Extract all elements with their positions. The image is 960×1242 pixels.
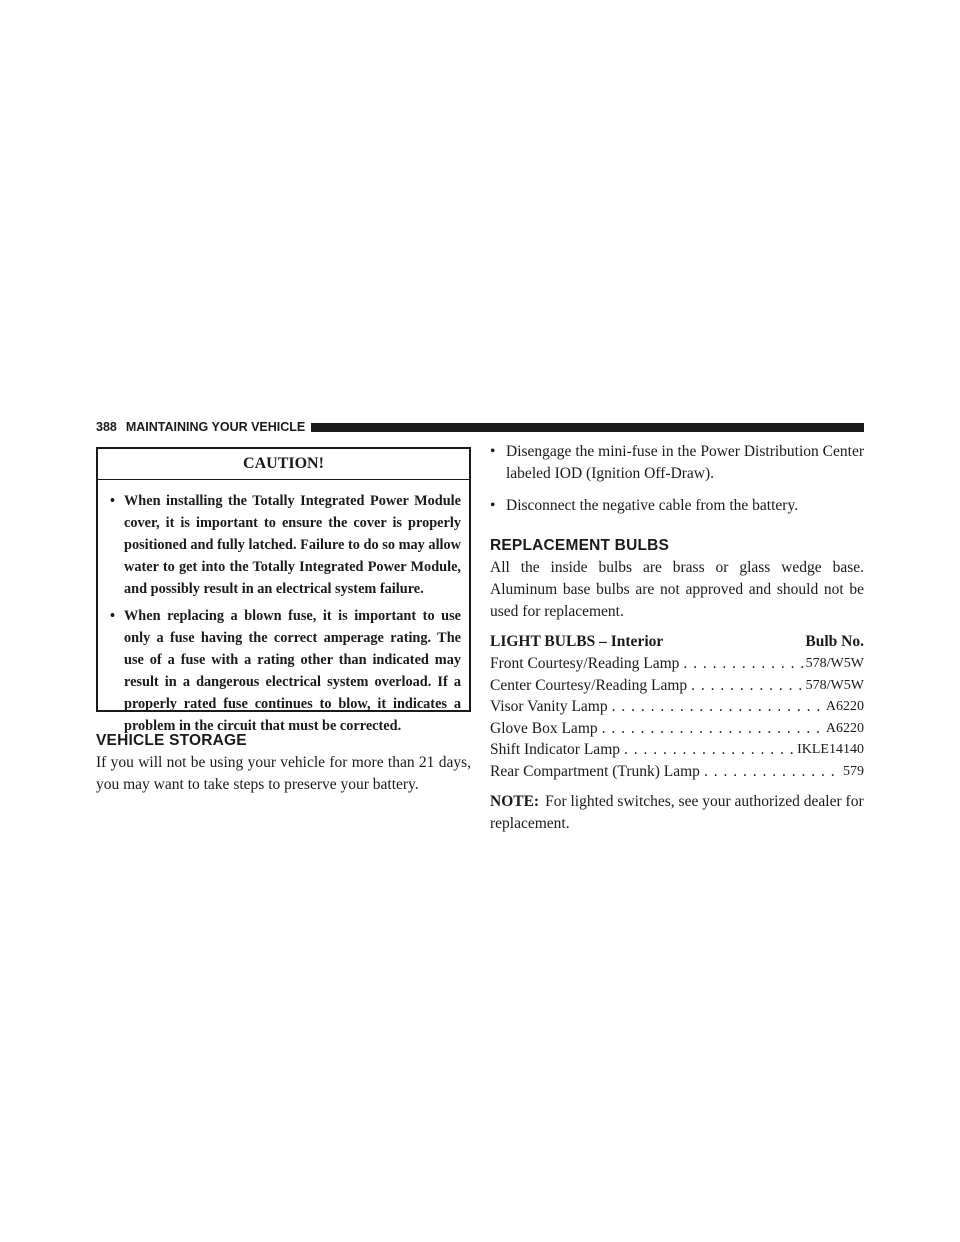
- table-row: [490, 739, 864, 761]
- caution-list: [98, 480, 469, 737]
- bulb-name: Front Courtesy/Reading Lamp: [490, 655, 680, 672]
- table-row: [490, 761, 864, 783]
- page-header: [96, 419, 864, 435]
- vehicle-storage-text: If you will not be using your vehicle for more than 21 days, you may want to take steps to preserve your battery.: [96, 754, 471, 793]
- bullet-icon: •: [110, 608, 116, 624]
- caution-item: • When replacing a blown fuse, it is important to use only a fuse having the correct amperage rating. The use of a fuse with a rating other than indicated may result in a dangerous electrical system overload. If a properly rated fuse continues to blow, it indicates a problem in the circuit that must be corrected.: [110, 605, 461, 737]
- note-text: For lighted switches, see your authorized dealer for replacement.: [490, 792, 864, 832]
- note-paragraph: [490, 791, 864, 835]
- bulb-name: Glove Box Lamp: [490, 719, 598, 737]
- right-column: [490, 441, 864, 835]
- bulb-name: Center Courtesy/Reading Lamp: [490, 676, 688, 694]
- bulb-number: A6220: [825, 720, 864, 736]
- table-row: [490, 696, 864, 718]
- storage-step-item: • Disconnect the negative cable from the battery.: [490, 495, 864, 517]
- bulb-table-heading-right: Bulb No.: [805, 633, 864, 650]
- bulb-name: Visor Vanity Lamp: [490, 698, 608, 716]
- caution-item: • When installing the Totally Integrated Power Module cover, it is important to ensure the cover is properly positioned and fully latched. Failure to do so may allow water to get into the Totally Integrated Power Module, and possibly result in an electrical system failure.: [110, 490, 461, 600]
- bulb-number: IKLE14140: [797, 742, 864, 758]
- dot-leader: [608, 696, 824, 718]
- dot-leader: [700, 761, 841, 783]
- table-row: [490, 718, 864, 740]
- bulb-number: 578/W5W: [805, 656, 864, 671]
- bulb-table-header: [490, 631, 864, 653]
- bullet-icon: •: [110, 493, 116, 509]
- bulb-number: A6220: [825, 699, 864, 715]
- caution-title: CAUTION!: [98, 449, 469, 480]
- left-column: [96, 447, 471, 796]
- bulb-name: Rear Compartment (Trunk) Lamp: [490, 762, 700, 780]
- note-label: NOTE:: [490, 792, 540, 810]
- bulb-number: 579: [843, 763, 864, 779]
- vehicle-storage-heading: VEHICLE STORAGE: [96, 732, 247, 749]
- storage-steps-list: [490, 441, 864, 517]
- page-number: 388: [96, 420, 117, 434]
- dot-leader: [687, 675, 804, 697]
- storage-step-item: • Disengage the mini-fuse in the Power Distribution Center labeled IOD (Ignition Off-Draw).: [490, 443, 864, 482]
- bullet-icon: •: [490, 497, 496, 514]
- dot-leader: [598, 718, 824, 740]
- replacement-bulbs-heading: REPLACEMENT BULBS: [490, 537, 670, 554]
- bulb-table: [490, 653, 864, 783]
- bullet-icon: •: [490, 443, 496, 460]
- table-row: [490, 675, 864, 697]
- bulb-name: Shift Indicator Lamp: [490, 741, 620, 759]
- dot-leader: [620, 739, 795, 761]
- header-rule: [311, 423, 864, 432]
- replacement-bulbs-text: All the inside bulbs are brass or glass wedge base. Aluminum base bulbs are not approved and should not be used for replacement.: [490, 559, 864, 620]
- dot-leader: [679, 653, 803, 675]
- bulb-table-heading-left: LIGHT BULBS – Interior: [490, 633, 664, 650]
- section-title: MAINTAINING YOUR VEHICLE: [125, 420, 306, 434]
- table-row: [490, 653, 864, 675]
- caution-box: [96, 447, 471, 734]
- bulb-number: 578/W5W: [805, 677, 864, 693]
